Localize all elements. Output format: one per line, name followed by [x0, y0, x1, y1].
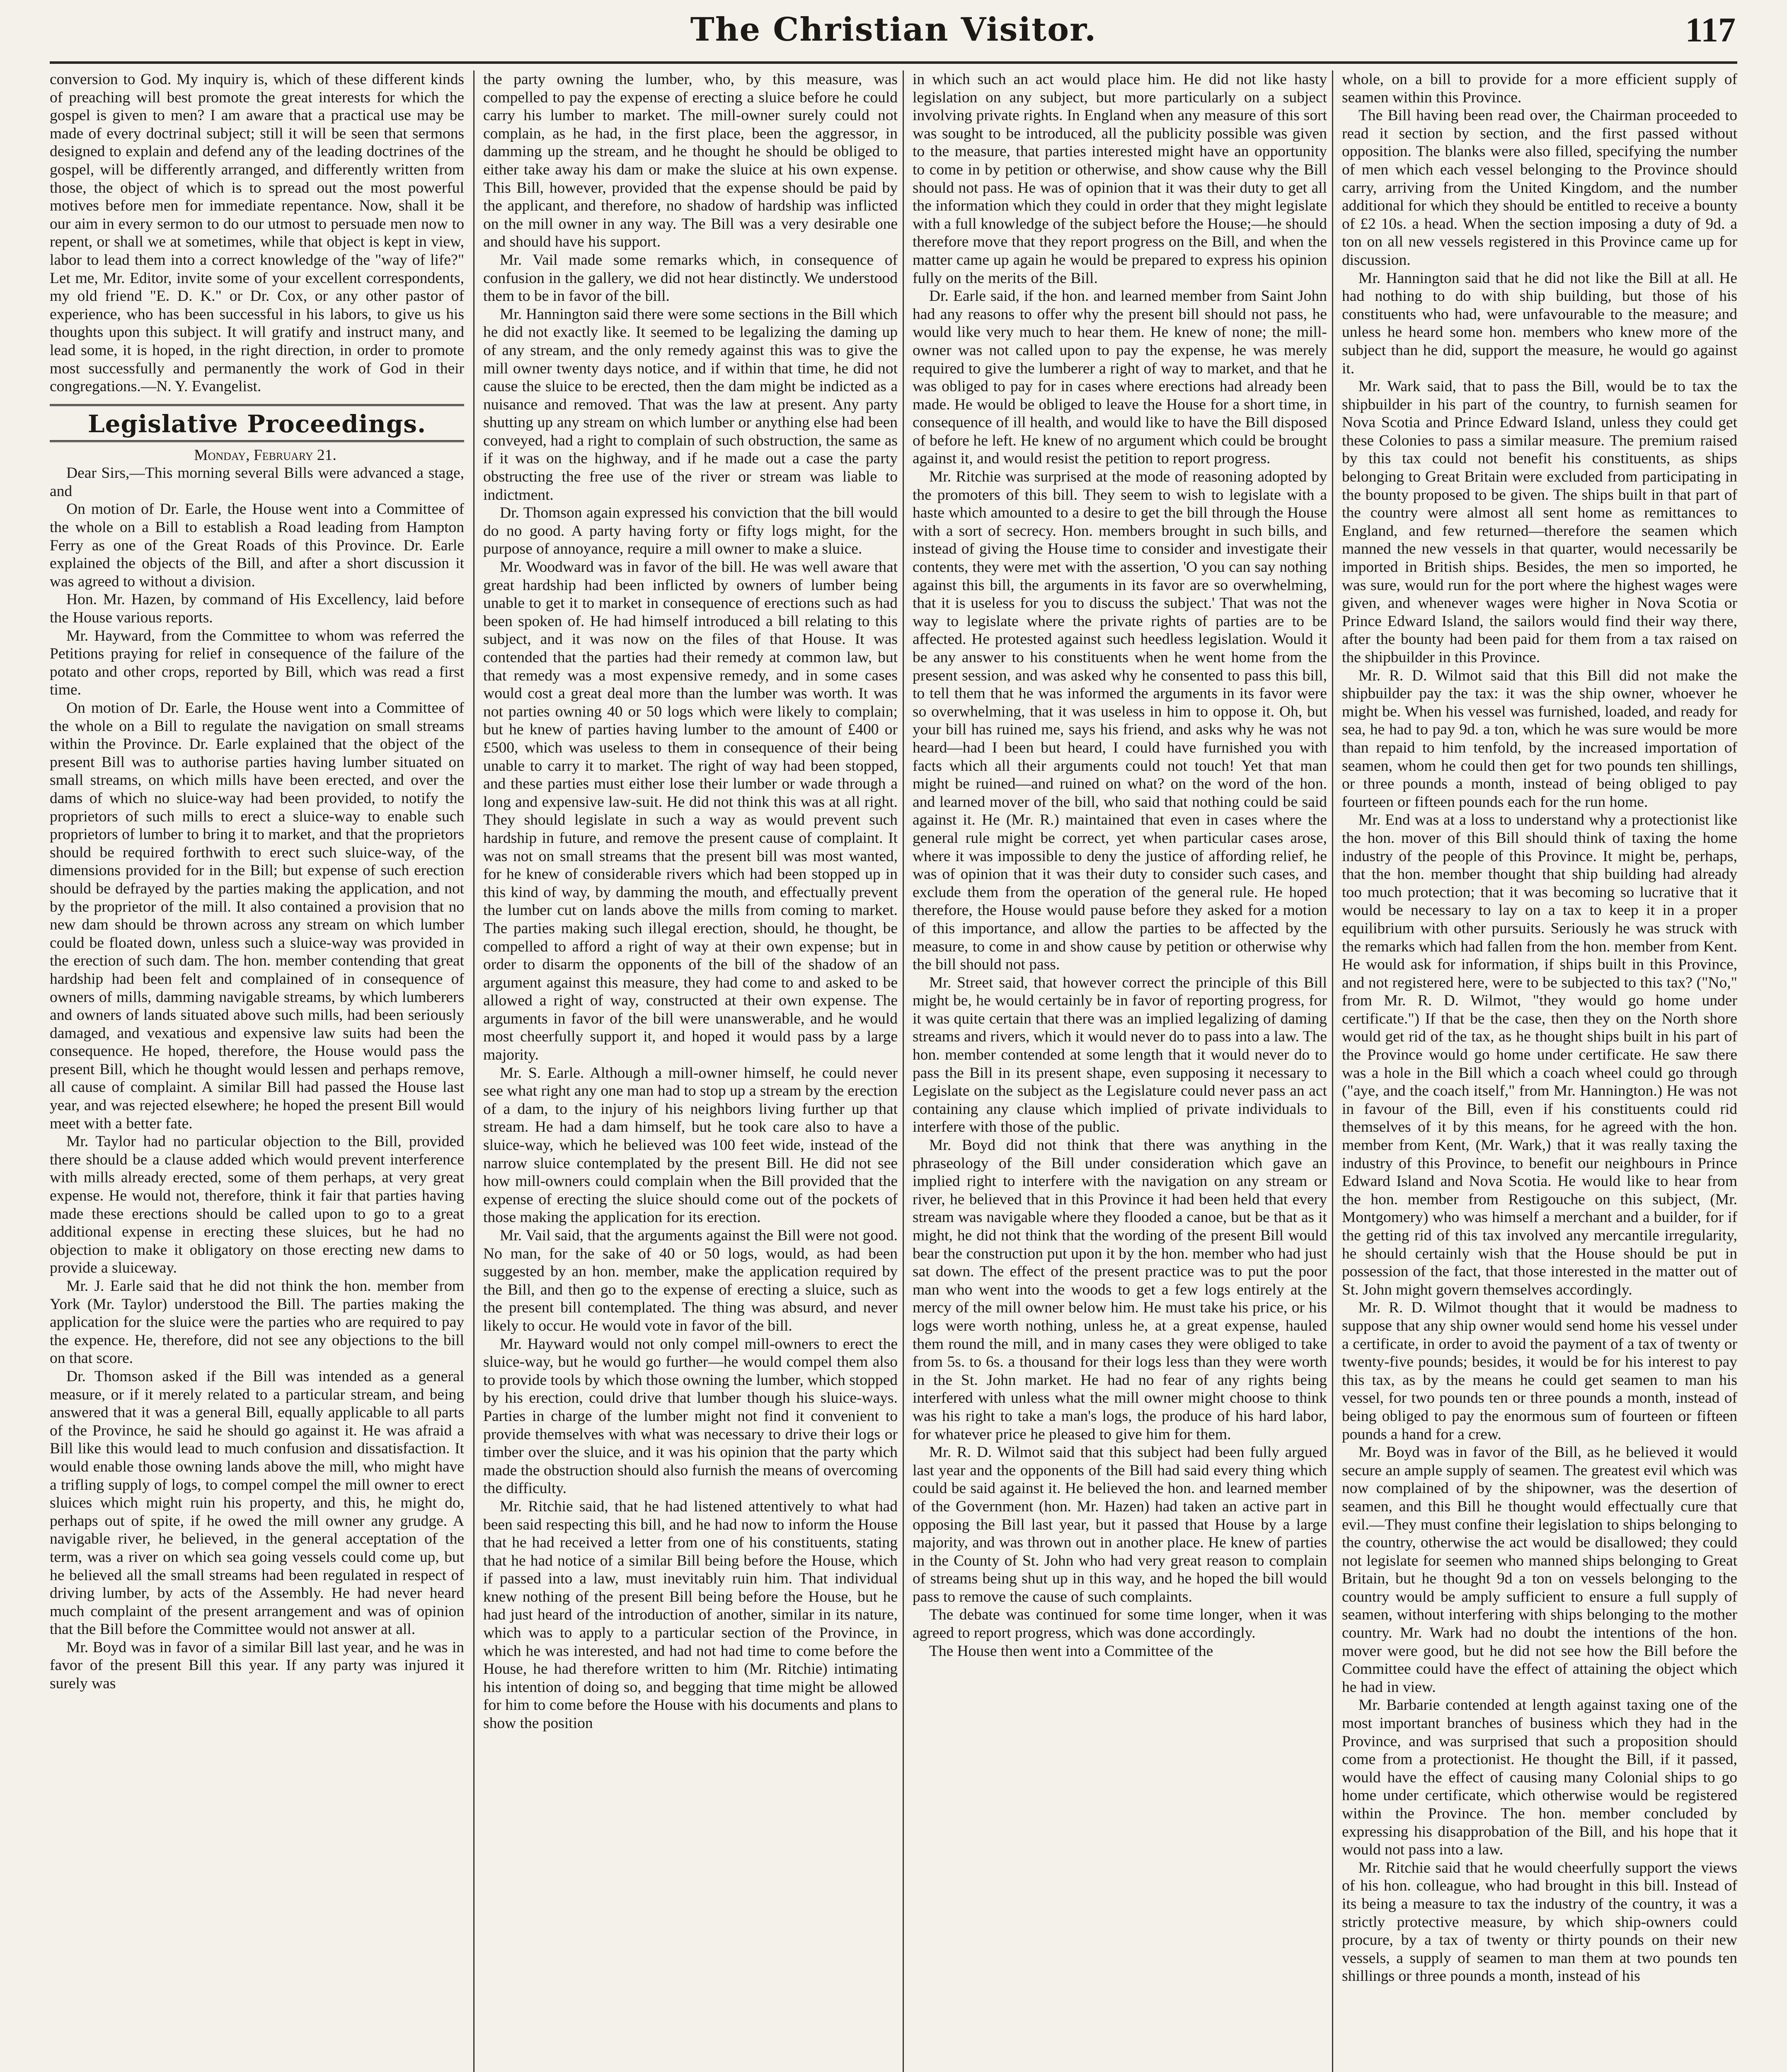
column-rule	[473, 70, 475, 2072]
column-1-paragraph: Mr. J. Earle said that he did not think the hon. member from York (Mr. Taylor) understood the Bill. The parties making the application for the sluice were the parties who are required to pay the expence. He, therefore, did not see any objections to the bill on that score.	[50, 1278, 464, 1367]
column-2-paragraph: Mr. S. Earle. Although a mill-owner himself, he could never see what right any one man had to stop up a stream by the erection of a dam, to the injury of his neighbors living further up that stream. He had a dam himself, but he took care also to have a sluice-way, which he believed was 100 feet wide, instead of the narrow sluice contemplated by the present Bill. He did not see how mill-owners could complain when the Bill provided that the expense of erecting the sluice should come out of the pockets of those making the application for its erection.	[483, 1064, 898, 1226]
page-number: 117	[1685, 11, 1736, 49]
column-2	[483, 70, 898, 2072]
column-3	[913, 70, 1327, 2072]
column-1	[50, 70, 464, 2072]
column-3-paragraph: Mr. R. D. Wilmot said that this subject had been fully argued last year and the opponents of the Bill had said every thing which could be said against it. He believed the hon. and learned member of the Government (hon. Mr. Hazen) had taken an active part in opposing the Bill last year, but it passed that House by a large majority, and was thrown out in another place. He knew of parties in the County of St. John who had very great reason to complain of streams being shut up in this way, and he hoped the bill would pass to remove the cause of such complaints.	[913, 1444, 1327, 1605]
column-3-paragraph: The debate was continued for some time longer, when it was agreed to report progress, which was done accordingly.	[913, 1606, 1327, 1642]
newspaper-title: The Christian Visitor.	[690, 11, 1097, 48]
column-3-paragraph: Mr. Boyd did not think that there was anything in the phraseology of the Bill under consideration which gave an implied right to interfere with the navigation on any stream or river, he believed that in this Province it had been held that every stream was navigable where they flooded a canoe, but be that as it might, he did not think that the wording of the present Bill would bear the construction put upon it by the hon. member who had just sat down. The effect of the present practice was to put the poor man who went into the woods to get a few logs entirely at the mercy of the mill owner below him. He must take his price, or his logs were worth nothing, unless he, at a great expense, hauled them round the mill, and in many cases they were obliged to take from 5s. to 6s. a thousand for their logs less than they were worth in the St. John market. He had no fear of any rights being interfered with unless what the mill owner might choose to think was his right to take a man's logs, the produce of his hard labor, for whatever price he pleased to give him for them.	[913, 1137, 1327, 1443]
column-4-paragraph: whole, on a bill to provide for a more efficient supply of seamen within this Province.	[1342, 71, 1737, 106]
column-4-paragraph: The Bill having been read over, the Chairman proceeded to read it section by section, and the first passed without opposition. The blanks were also filled, specifying the number of men which each vessel belonging to the Province should carry, arriving from the United Kingdom, and the number additional for which they should be entitled to receive a bounty of £2 10s. a head. When the section imposing a duty of 9d. a ton on all new vessels registered in this Province came up for discussion.	[1342, 107, 1737, 269]
column-rule	[1332, 70, 1333, 2072]
column-4	[1342, 70, 1737, 2072]
column-4-paragraph: Mr. R. D. Wilmot said that this Bill did not make the shipbuilder pay the tax: it was the ship owner, whoever he might be. When his vessel was furnished, loaded, and ready for sea, he had to pay 9d. a ton, which he was sure would be more than repaid to him tenfold, by the increased importation of seamen, whom he could then get for two pounds ten shillings, or three pounds a month, instead of being obliged to pay fourteen or fifteen pounds each for the run home.	[1342, 667, 1737, 811]
column-2-paragraph: Mr. Vail made some remarks which, in consequence of confusion in the gallery, we did not hear distinctly. We understood them to be in favor of the bill.	[483, 251, 898, 305]
column-1-paragraph: Mr. Hayward, from the Committee to whom was referred the Petitions praying for relief in consequence of the failure of the potato and other crops, reported by Bill, which was read a first time.	[50, 627, 464, 699]
article-columns	[50, 70, 1737, 2072]
column-2-paragraph: Mr. Hayward would not only compel mill-owners to erect the sluice-way, but he would go further—he would compel them also to provide tools by which those owning the lumber, which stopped by his erection, could drive that lumber though his sluice-ways. Parties in charge of the lumber might not find it convenient to provide themselves with what was necessary to drive their logs or timber over the sluice, and it was his opinion that the party which made the obstruction should also furnish the means of overcoming the difficulty.	[483, 1335, 898, 1497]
column-2-paragraph: Mr. Ritchie said, that he had listened attentively to what had been said respecting this bill, and he had now to inform the House that he had received a letter from one of his constituents, stating that he had notice of a similar Bill being before the House, which if passed into a law, must inevitably ruin him. That individual knew nothing of the present Bill being before the House, but he had just heard of the introduction of another, similar in its nature, which was to apply to a particular section of the Province, in which he was interested, and had not had time to come before the House, he had therefore written to him (Mr. Ritchie) intimating his intention of doing so, and begging that time might be allowed for him to come before the House with his documents and plans to show the position	[483, 1498, 898, 1732]
column-2-paragraph: Mr. Hannington said there were some sections in the Bill which he did not exactly like. It seemed to be legalizing the daming up of any stream, and the only remedy against this was to give the mill owner twenty days notice, and if within that time, he did not cause the sluice to be erected, then the dam might be indicted as a nuisance and removed. That was the law at present. Any party shutting up any stream on which lumber or anything else had been conveyed, had a right to complain of such obstruction, the same as if it was on the highway, and if he made out a case the party obstructing the free use of the river or stream was liable to indictment.	[483, 305, 898, 503]
dateline: Monday, February 21.	[194, 446, 337, 464]
column-4-paragraph: Mr. End was at a loss to understand why a protectionist like the hon. mover of this Bill should think of taxing the home industry of the people of this Province. It might be, perhaps, that the hon. member thought that ship building had already too much protection; that it was becoming so lucrative that it would be necessary to lay on a tax to keep it in a proper equilibrium with other pursuits. Seriously he was struck with the remarks which had fallen from the hon. member from Kent. He would ask for information, if ships built in this Province, and not registered here, were to be subjected to this tax? ("No," from Mr. R. D. Wilmot, "they would go home under certificate.") If that be the case, then they on the North shore would get rid of the tax, as he thought ships built in his part of the Province would go home under certificate. He saw there was a hole in the Bill which a coach wheel could go through ("aye, and the coach itself," from Mr. Hannington.) He was not in favour of the Bill, even if his constituents could rid themselves of it by this means, for he agreed with the hon. member from Kent, (Mr. Wark,) that it was really taxing the industry of this Province, to benefit our neighbours in Prince Edward Island and Nova Scotia. He would like to hear from the hon. member from Restigouche on this subject, (Mr. Montgomery) who was himself a merchant and a builder, for if the getting rid of this tax involved any mercantile irregularity, he should certainly wish that the House should be put in possession of the fact, that those interested in the matter out of St. John might govern themselves accordingly.	[1342, 811, 1737, 1298]
column-3-paragraph: Mr. Street said, that however correct the principle of this Bill might be, he would certainly be in favor of reporting progress, for it was quite certain that there was an implied legalizing of daming streams and rivers, which it would never do to pass into a law. The hon. member contended at some length that it would never do to pass the Bill in its present shape, even supposing it necessary to Legislate on the subject as the Legislature could never pass an act containing any clause which implied of private individuals to interfere with those of the public.	[913, 974, 1327, 1136]
column-2-paragraph: the party owning the lumber, who, by this measure, was compelled to pay the expense of erecting a sluice before he could carry his lumber to market. The mill-owner surely could not complain, as he had, in the first place, been the aggressor, in damming up the stream, and he thought he should be obliged to either take away his dam or make the sluice at his own expense. This Bill, however, provided that the expense should be paid by the applicant, and therefore, no shadow of hardship was inflicted on the mill owner in any way. The Bill was a very desirable one and should have his support.	[483, 71, 898, 251]
column-3-paragraph: Mr. Ritchie was surprised at the mode of reasoning adopted by the promoters of this bill. They seem to wish to legislate with a haste which amounted to a desire to get the bill through the House with a sort of secrecy. Hon. members brought in such bills, and instead of giving the House time to consider and investigate their contents, they were met with the assertion, 'O you can say nothing against this bill, the arguments in its favor are so overwhelming, that it is useless for you to discuss the subject.' That was not the way to legislate where the private rights of parties are to be affected. He protested against such heedless legislation. Would it be any answer to his constituents when he went home from the present session, and was asked why he consented to pass this bill, to tell them that he was informed the arguments in its favor were so overwhelming, that it was useless in him to oppose it. Oh, but your bill has ruined me, says his friend, and asks why he was not heard—had I been but heard, I could have furnished you with facts which all their arguments could not touch! Yet that man might be ruined—and ruined on what? on the word of the hon. and learned mover of the bill, who said that nothing could be said against it. He (Mr. R.) maintained that even in cases where the general rule might be correct, yet when particular cases arose, where it was impossible to deny the justice of affording relief, he was of opinion that it was their duty to consider such cases, and exclude them from the operation of the general rule. He hoped therefore, the House would pause before they asked for a motion of this importance, and allow the parties to be affected by the measure, to come in and show cause by petition or otherwise why the bill should not pass.	[913, 468, 1327, 973]
column-4-paragraph: Mr. Wark said, that to pass the Bill, would be to tax the shipbuilder in his part of the country, to furnish seamen for Nova Scotia and Prince Edward Island, unless they could get these Colonies to pass a similar measure. The premium raised by this tax could not benefit his constituents, as ships belonging to Great Britain were excluded from participating in the bounty proposed to be given. The ships built in that part of the country were almost all sent home as remittances to England, and few returned—therefore the seamen which manned the new vessels in that quarter, would necessarily be imported in British ships. Besides, the men so imported, he was sure, would run for the port where the highest wages were given, and whenever wages were higher in Nova Scotia or Prince Edward Island, the sailors would find their way there, after the bounty had been paid for them from a tax raised on the shipbuilder in this Province.	[1342, 378, 1737, 666]
column-1-paragraph: On motion of Dr. Earle, the House went into a Committee of the whole on a Bill to establish a Road leading from Hampton Ferry as one of the Great Roads of this Province. Dr. Earle explained the objects of the Bill, and after a short discussion it was agreed to without a division.	[50, 501, 464, 590]
column-1-paragraph: Dear Sirs,—This morning several Bills were advanced a stage, and	[50, 465, 464, 500]
column-1-paragraph: Mr. Taylor had no particular objection to the Bill, provided there should be a clause added which would prevent interference with mills already erected, some of them perhaps, at very great expense. He would not, therefore, think it fair that parties having made these erections should be called upon to go to a great additional expense in erecting these sluices, but he had no objection to make it obligatory on those erecting new dams to provide a sluiceway.	[50, 1133, 464, 1277]
column-1-paragraph: On motion of Dr. Earle, the House went into a Committee of the whole on a Bill to regulate the navigation on small streams within the Province. Dr. Earle explained that the object of the present Bill was to authorise parties having lumber situated on small streams, on which mills have been erected, and over the dams of which no sluice-way had been provided, to notify the proprietors of such mills to erect a sluice-way to enable such proprietors of lumber to bring it to market, and that the proprietors should be required forthwith to erect such sluice-way, of the dimensions provided for in the Bill; but expense of such erection should be defrayed by the parties making the application, and not by the proprietor of the mill. It also contained a provision that no new dam should be thrown across any stream on which lumber could be floated down, unless such a sluice-way was provided in the erection of such dam. The hon. member contending that great hardship had been felt and complained of in consequence of owners of mills, damming navigable streams, by which lumberers and owners of lands situated above such mills, had been seriously damaged, and vexatious and expensive law suits had been the consequence. He hoped, therefore, the House would pass the present Bill, which he thought would lessen and perhaps remove, all cause of complaint. A similar Bill had passed the House last year, and was rejected elsewhere; he hoped the present Bill would meet with a better fate.	[50, 700, 464, 1132]
column-3-paragraph: in which such an act would place him. He did not like hasty legislation on any subject, but more particularly on a subject involving private rights. In England when any measure of this sort was sought to be introduced, all the publicity possible was given to the measure, that parties interested might have an opportunity to come in by petition or otherwise, and show cause why the Bill should not pass. He was of opinion that it was their duty to get all the information which they could in order that they might legislate with a full knowledge of the subject before the House;—he should therefore move that they report progress on the Bill, and when the matter came up again he would be prepared to express his opinion fully on the merits of the Bill.	[913, 71, 1327, 287]
column-1-paragraph: Hon. Mr. Hazen, by command of His Excellency, laid before the House various reports.	[50, 591, 464, 627]
column-4-paragraph: Mr. R. D. Wilmot thought that it would be madness to suppose that any ship owner would send home his vessel under a certificate, in order to avoid the payment of a tax of twenty or twenty-five pounds; besides, it would be for his interest to pay this tax, as by the means he could get seamen to man his vessel, for two pounds ten or three pounds a month, instead of being obliged to pay the enormous sum of fourteen or fifteen pounds a hand for a crew.	[1342, 1299, 1737, 1443]
column-1-paragraph: Mr. Boyd was in favor of a similar Bill last year, and he was in favor of the present Bill this year. If any party was injured it surely was	[50, 1639, 464, 1692]
column-1-paragraph: Dr. Thomson asked if the Bill was intended as a general measure, or if it merely related to a particular stream, and being answered that it was a general Bill, equally applicable to all parts of the Province, he said he should go against it. He was afraid a Bill like this would lead to much confusion and dissatisfaction. It would enable those owning lands above the mill, who might have a trifling supply of logs, to compel compel the mill owner to erect sluices which might ruin his property, and this, he might do, perhaps out of spite, if he owed the mill owner any grudge. A navigable river, he believed, in the general acceptation of the term, was a river on which sea going vessels could come up, but he believed all the small streams had been regulated in respect of driving lumber, by acts of the Assembly. He had never heard much complaint of the present arrangement and was of opinion that the Bill before the Committee would not answer at all.	[50, 1368, 464, 1638]
column-4-paragraph: Mr. Ritchie said that he would cheerfully support the views of his hon. colleague, who had brought in this bill. Instead of its being a measure to tax the industry of the country, it was a strictly protective measure, by which ship-owners could procure, by a tax of twenty or thirty pounds on their new vessels, a supply of seamen to man them at two pounds ten shillings or three pounds a month, instead of his	[1342, 1859, 1737, 1985]
column-4-paragraph: Mr. Boyd was in favor of the Bill, as he believed it would secure an ample supply of seamen. The greatest evil which was now complained of by the shipowner, was the desertion of seamen, and this Bill he thought would effectually cure that evil.—They must confine their legislation to ships belonging to the country, otherwise the act would be disallowed; they could not legislate for seemen who manned ships belonging to Great Britain, but he thought 9d a ton on vessels belonging to the country would be amply sufficient to ensure a full supply of seamen, without interfering with ships belonging to the mother country. Mr. Wark had no doubt the intentions of the hon. mover were good, but he did not see how the Bill before the Committee could have the effect of attaining the object which he had in view.	[1342, 1444, 1737, 1696]
masthead	[50, 8, 1737, 64]
column-2-paragraph: Mr. Woodward was in favor of the bill. He was well aware that great hardship had been inflicted by owners of lumber being unable to get it to market in consequence of erections such as had been spoken of. He had himself introduced a bill relating to this subject, and it was now on the files of that House. It was contended that the parties had their remedy at common law, but that remedy was a most expensive remedy, and in some cases would cost a great deal more than the lumber was worth. It was not parties owning 40 or 50 logs which were likely to complain; but he knew of parties having lumber to the amount of £400 or £500, which was useless to them in consequence of their being unable to carry it to market. The right of way had been stopped, and these parties must either lose their lumber or wade through a long and expensive law-suit. He did not think this was at all right. They should legislate in such a way as would prevent such hardship in future, and remove the present cause of complaint. It was not on small streams that the present bill was most wanted, for he knew of considerable rivers which had been stopped up in this kind of way, by damming the mouth, and effectually prevent the lumber cut on lands above the mills from coming to market. The parties making such illegal erection, should, he thought, be compelled to afford a right of way at their own expense; but in order to disarm the opponents of the bill of the shadow of an argument against this measure, they had come to and asked to be allowed a right of way, constructed at their own expense. The arguments in favor of the bill were unanswerable, and he would most cheerfully support it, and hoped it would pass by a large majority.	[483, 559, 898, 1064]
column-3-paragraph: Dr. Earle said, if the hon. and learned member from Saint John had any reasons to offer why the present bill should not pass, he would like very much to hear them. He knew of none; the mill-owner was not called upon to pay the expense, he was merely required to give the lumberer a right of way to market, and that he was obliged to pay for in cases where erections had already been made. He would be obliged to leave the House for a short time, in consequence of ill health, and would like to have the Bill disposed of before he left. He knew of no argument which could be brought against it, and would resist the petition to report progress.	[913, 288, 1327, 467]
column-4-paragraph: Mr. Barbarie contended at length against taxing one of the most important branches of business which they had in the Province, and was surprised that such a proposition should come from a protectionist. He thought the Bill, if it passed, would have the effect of causing many Colonial ships to go home under certificate, which otherwise would be registered within the Province. The hon. member concluded by expressing his disapprobation of the Bill, and his hope that it would not pass into a law.	[1342, 1697, 1737, 1859]
section-heading: Legislative Proceedings.	[50, 404, 464, 442]
column-rule	[903, 70, 904, 2072]
column-4-paragraph: Mr. Hannington said that he did not like the Bill at all. He had nothing to do with ship building, but those of his constituents who had, were unfavourable to the measure; and unless he heard some hon. members who knew more of the subject than he did, support the measure, he would go against it.	[1342, 269, 1737, 377]
column-1-paragraph: conversion to God. My inquiry is, which of these different kinds of preaching will best promote the great interests for which the gospel is given to men? I am aware that a practical use may be made of every doctrinal subject; still it will be seen that sermons designed to explain and defend any of the leading doctrines of the gospel, will be differently arranged, and differently written from those, the object of which is to spread out the most powerful motives before men for immediate repentance. Now, shall it be our aim in every sermon to do our utmost to persuade men now to repent, or shall we at sometimes, while that object is kept in view, labor to lead them into a correct knowledge of the "way of life?" Let me, Mr. Editor, invite some of your excellent correspondents, my old friend "E. D. K." or Dr. Cox, or any other pastor of experience, who has been successful in his labors, to give us his thoughts upon this subject. It will gratify and instruct many, and lead some, it is hoped, in the right direction, in order to promote most successfully and permanently the work of God in their congregations.—N. Y. Evangelist.	[50, 71, 464, 395]
column-3-paragraph: The House then went into a Committee of the	[929, 1642, 1213, 1660]
column-2-paragraph: Dr. Thomson again expressed his conviction that the bill would do no good. A party having forty or fifty logs might, for the purpose of annoyance, require a mill owner to make a sluice.	[483, 504, 898, 558]
column-2-paragraph: Mr. Vail said, that the arguments against the Bill were not good. No man, for the sake of 40 or 50 logs, would, as had been suggested by an hon. member, make the application required by the Bill, and then go to the expense of erecting a sluice, such as the present bill contemplated. The thing was absurd, and never likely to occur. He would vote in favor of the bill.	[483, 1227, 898, 1334]
